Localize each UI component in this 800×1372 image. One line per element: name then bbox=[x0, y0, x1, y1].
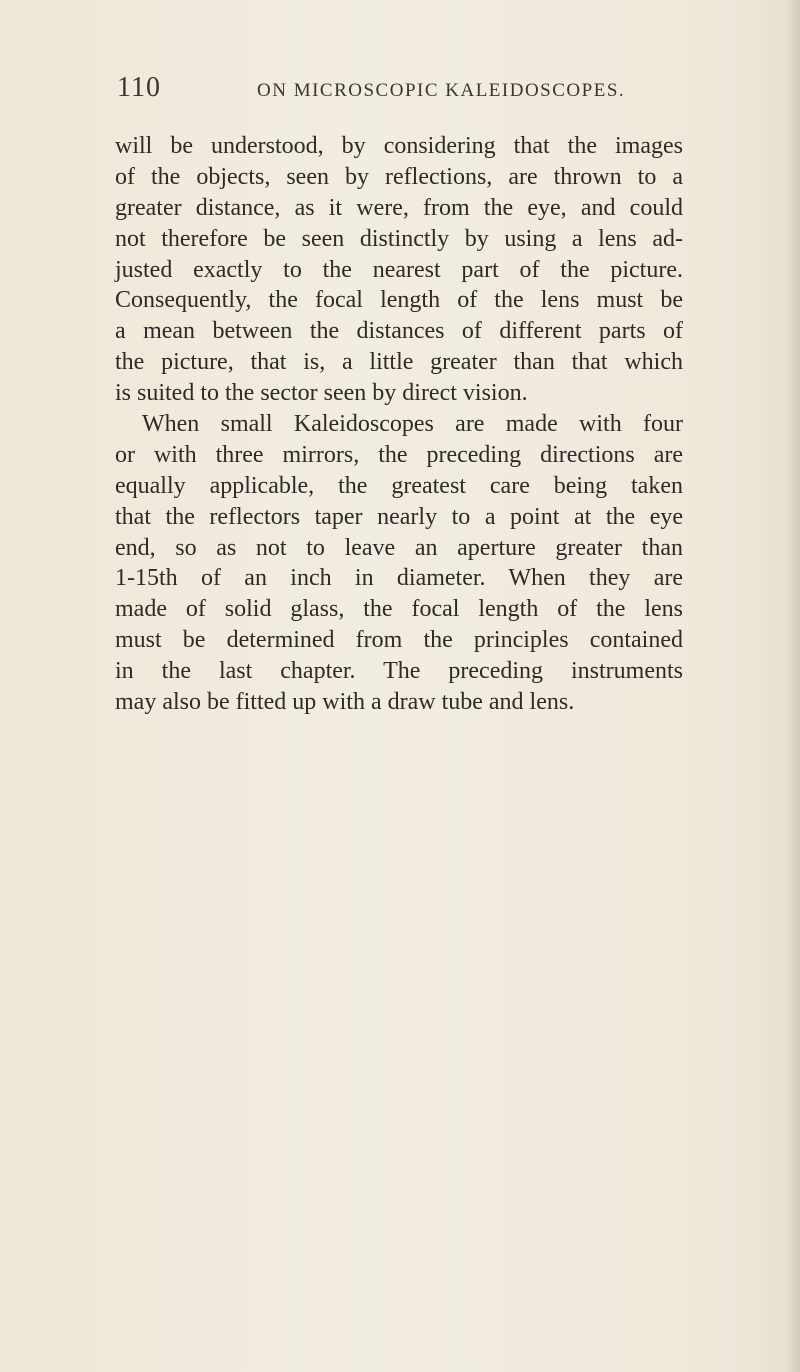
text-line: a mean between the distances of different parts of bbox=[115, 318, 683, 345]
running-head bbox=[117, 72, 717, 112]
text-line: justed exactly to the nearest part of the picture. bbox=[115, 256, 683, 283]
text-line: Consequently, the focal length of the lens must be bbox=[115, 287, 683, 314]
text-line: in the last chapter. The preceding instruments bbox=[115, 658, 683, 685]
text-line: made of solid glass, the focal length of the lens bbox=[115, 596, 683, 623]
text-line: must be determined from the principles contained bbox=[115, 627, 683, 654]
text-line: that the reflectors taper nearly to a point at the eye bbox=[115, 503, 683, 530]
text-line: of the objects, seen by reflections, are thrown to a bbox=[115, 163, 683, 190]
text-line: may also be fitted up with a draw tube and lens. bbox=[115, 689, 575, 716]
body-text bbox=[115, 131, 683, 718]
text-line: 1-15th of an inch in diameter. When they are bbox=[115, 565, 683, 592]
page-edge-shadow bbox=[786, 0, 800, 1372]
running-title: ON MICROSCOPIC KALEIDOSCOPES. bbox=[257, 80, 626, 101]
text-line: When small Kaleidoscopes are made with four bbox=[142, 411, 683, 438]
text-line: greater distance, as it were, from the eye, and could bbox=[115, 194, 683, 221]
page-number: 110 bbox=[117, 72, 161, 103]
text-line: not therefore be seen distinctly by using a lens ad- bbox=[115, 225, 683, 252]
text-line: end, so as not to leave an aperture greater than bbox=[115, 534, 683, 561]
text-line: will be understood, by considering that the images bbox=[115, 133, 683, 159]
text-line: or with three mirrors, the preceding directions are bbox=[115, 441, 683, 468]
text-line: the picture, that is, a little greater than that which bbox=[115, 349, 683, 376]
text-line: is suited to the sector seen by direct vision. bbox=[115, 380, 528, 407]
text-line: equally applicable, the greatest care being taken bbox=[115, 472, 683, 499]
